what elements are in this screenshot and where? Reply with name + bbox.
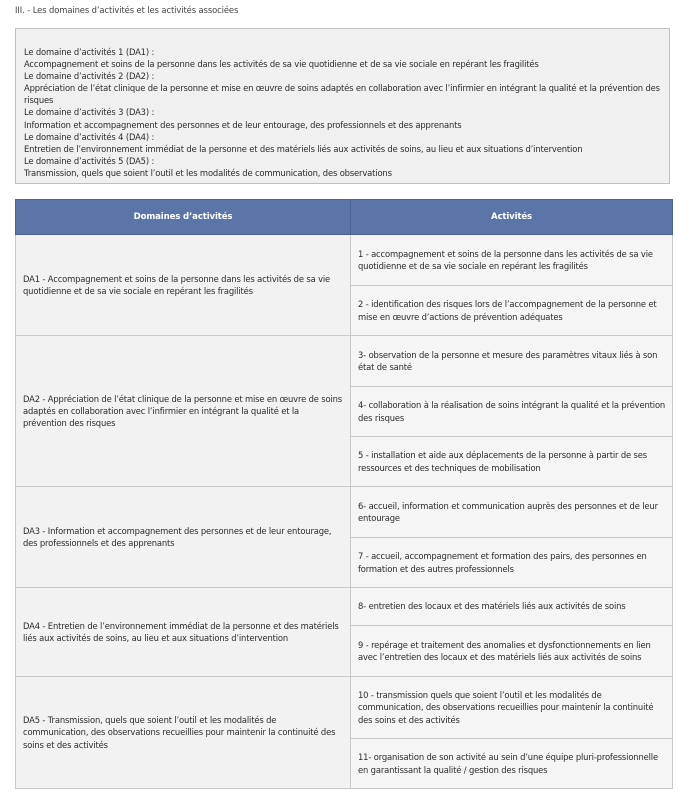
domain-cell-da1: DA1 - Accompagnement et soins de la personne dans les activités de sa vie quotidienne et de sa vie sociale en repérant les fragilités — [16, 235, 351, 336]
section-heading: III. - Les domaines d’activités et les activités associées — [15, 5, 239, 15]
activity-cell: 1 - accompagnement et soins de la personne dans les activités de sa vie quotidienne et de sa vie sociale en repérant les fragilités — [351, 235, 673, 286]
activity-cell: 3- observation de la personne et mesure des paramètres vitaux liés à son état de santé — [351, 336, 673, 387]
summary-line: Information et accompagnement des personnes et de leur entourage, des professionnels et des apprenants — [24, 119, 462, 130]
domain-cell-da3: DA3 - Information et accompagnement des personnes et de leur entourage, des professionnels et des apprenants — [16, 487, 351, 588]
summary-line: Le domaine d’activités 4 (DA4) : — [24, 131, 155, 142]
table-row — [16, 336, 673, 387]
summary-line: Accompagnement et soins de la personne dans les activités de sa vie quotidienne et de sa vie sociale en repérant les fragilités — [24, 59, 539, 70]
table-row — [16, 235, 673, 286]
activity-cell: 4- collaboration à la réalisation de soins intégrant la qualité et la prévention des risques — [351, 387, 673, 437]
summary-line: Le domaine d’activités 1 (DA1) : — [24, 47, 155, 57]
activity-cell: 9 - repérage et traitement des anomalies et dysfonctionnements en lien avec l’entretien des locaux et des matériels liés aux activités de soins — [351, 626, 673, 677]
activity-cell: 11- organisation de son activité au sein d’une équipe pluri-professionnelle en garantissant la qualité / gestion des risques — [351, 739, 673, 789]
header-domains: Domaines d’activités — [16, 200, 351, 235]
table-row — [16, 487, 673, 538]
table-header-row — [16, 200, 673, 235]
domain-cell-da4: DA4 - Entretien de l’environnement immédiat de la personne et des matériels liés aux activités de soins, au lieu et aux situations d’intervention — [16, 588, 351, 677]
activities-table — [15, 199, 673, 789]
summary-line: Le domaine d’activités 3 (DA3) : — [24, 107, 155, 118]
summary-line: Le domaine d’activités 5 (DA5) : — [24, 155, 155, 166]
activity-cell: 5 - installation et aide aux déplacements de la personne à partir de ses ressources et des techniques de mobilisation — [351, 437, 673, 487]
domain-cell-da5: DA5 - Transmission, quels que soient l’outil et les modalités de communication, des observations recueillies pour maintenir la continuité des soins et des activités — [16, 677, 351, 789]
header-activities: Activités — [351, 200, 673, 235]
domain-cell-da2: DA2 - Appréciation de l’état clinique de la personne et mise en œuvre de soins adaptés en collaboration avec l’infirmier en intégrant la qualité et la prévention des risques — [16, 336, 351, 487]
activity-cell: 6- accueil, information et communication auprès des personnes et de leur entourage — [351, 487, 673, 538]
table-row — [16, 588, 673, 626]
summary-line: Appréciation de l’état clinique de la personne et mise en œuvre de soins adaptés en collaboration avec l’infirmier en intégrant la qualité et la prévention des risques — [24, 83, 660, 106]
activity-cell: 7 - accueil, accompagnement et formation des pairs, des personnes en formation et des autres professionnels — [351, 538, 673, 588]
summary-line: Le domaine d’activités 2 (DA2) : — [24, 71, 155, 82]
activity-cell: 10 - transmission quels que soient l’outil et les modalités de communication, des observations recueillies pour maintenir la continuité des soins et des activités — [351, 677, 673, 739]
activity-cell: 8- entretien des locaux et des matériels liés aux activités de soins — [351, 588, 673, 626]
table-row — [16, 677, 673, 739]
summary-line: Transmission, quels que soient l’outil et les modalités de communication, des observations — [24, 167, 392, 178]
summary-line: Entretien de l’environnement immédiat de la personne et des matériels liés aux activités de soins, au lieu et aux situations d’intervention — [24, 143, 583, 154]
domains-summary-box — [15, 28, 670, 184]
activity-cell: 2 - identification des risques lors de l’accompagnement de la personne et mise en œuvre d’actions de prévention adéquates — [351, 286, 673, 336]
